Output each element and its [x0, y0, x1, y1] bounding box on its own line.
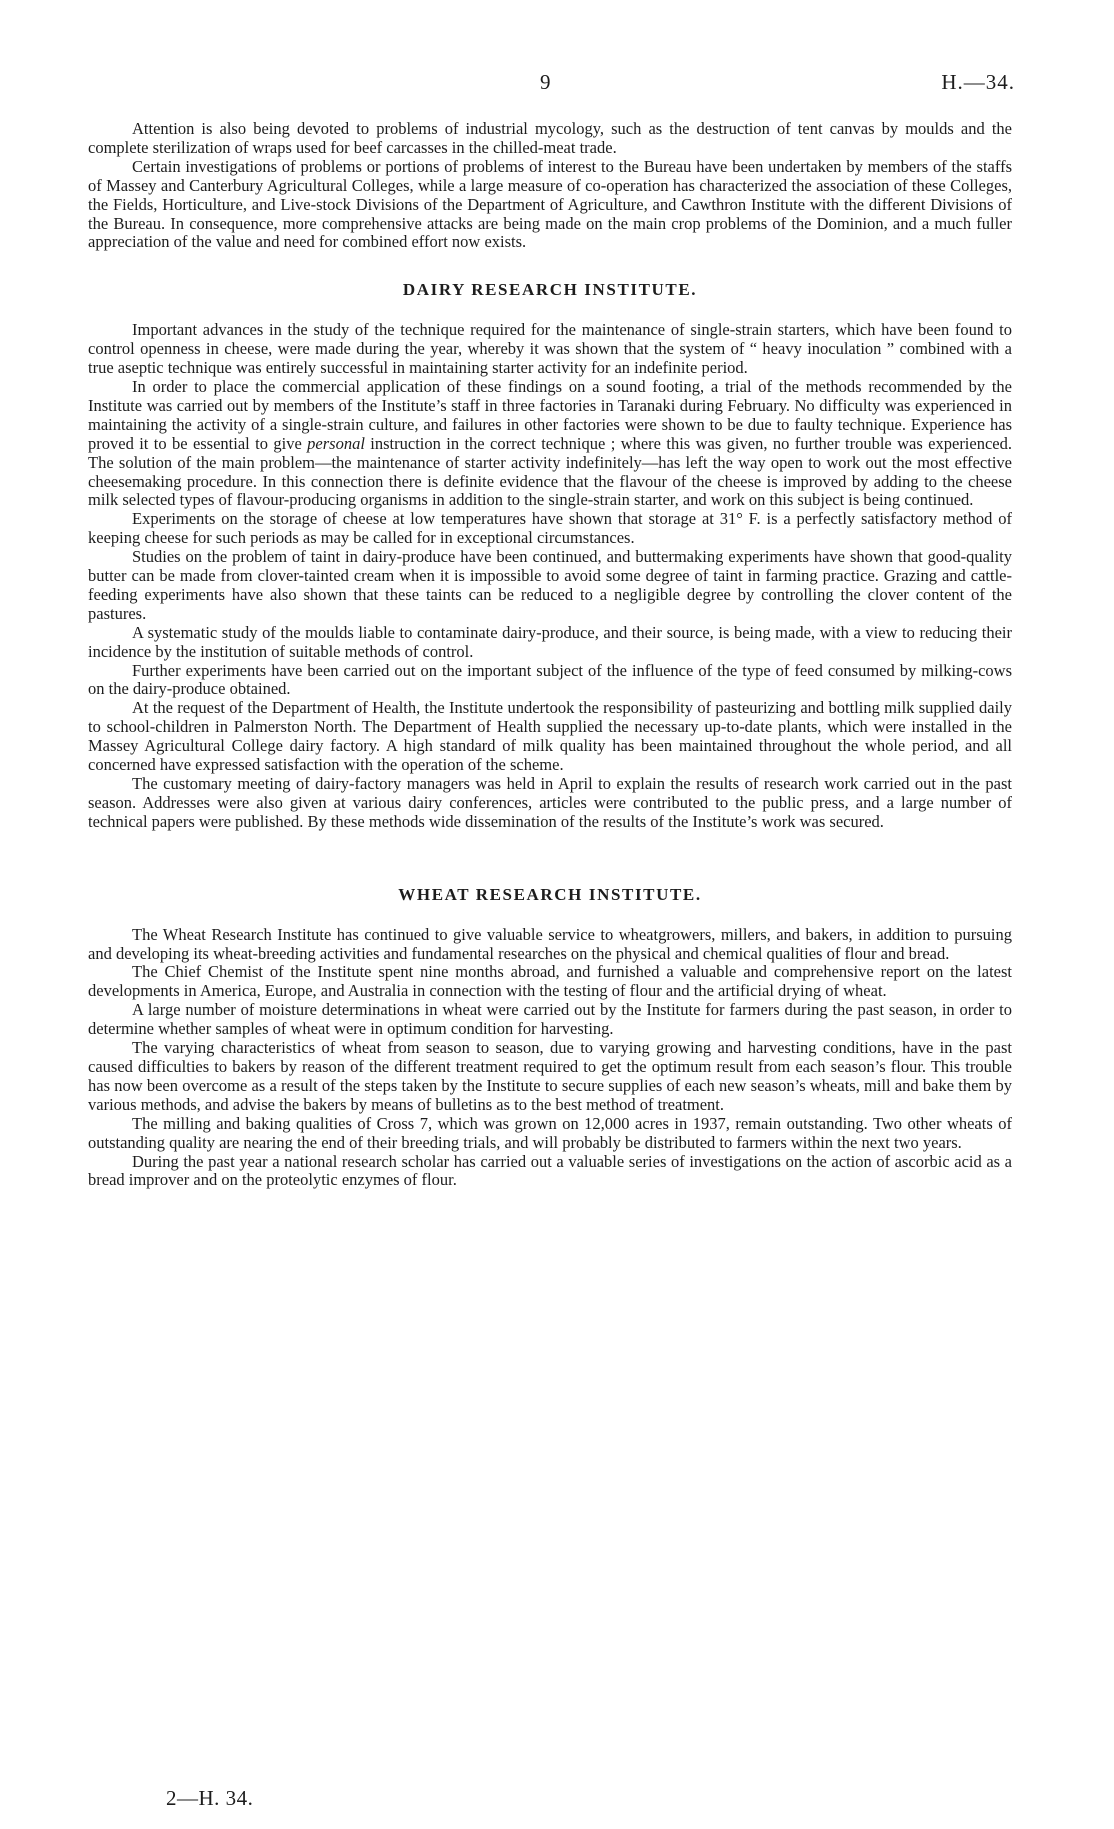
- paragraph: At the request of the Department of Health, the Institute undertook the responsibility of pasteurizing and bottling milk supplied daily to school-children in Palmerston North. The Department of Health supplied the necessary up-to-date plants, which were installed in the Massey Agricultural College dairy factory. A high standard of milk quality has been maintained throughout the whole period, and all concerned have expressed satisfaction with the operation of the scheme.: [88, 698, 1012, 775]
- emphasis-text: personal: [307, 433, 365, 453]
- paragraph: Important advances in the study of the technique required for the maintenance of single-strain starters, which have been found to control openness in cheese, were made during the year, whereby it was shown that the system of “ heavy inoculation ” combined with a true aseptic technique was entirely successful in maintaining starter activity for an indefinite period.: [88, 320, 1012, 378]
- section-heading-wheat: WHEAT RESEARCH INSTITUTE.: [398, 884, 702, 904]
- paragraph: Further experiments have been carried out on the important subject of the influence of the type of feed consumed by milking-cows on the dairy-produce obtained.: [88, 660, 1012, 699]
- page-number: 9: [540, 70, 551, 94]
- paragraph: The Chief Chemist of the Institute spent nine months abroad, and furnished a valuable and comprehensive report on the latest developments in America, Europe, and Australia in connection with the testing of flour and the artificial drying of wheat.: [88, 962, 1012, 1001]
- section-heading-dairy: DAIRY RESEARCH INSTITUTE.: [402, 280, 698, 300]
- paragraph: The milling and baking qualities of Cross 7, which was grown on 12,000 acres in 1937, remain outstanding. Two other wheats of outstanding quality are nearing the end of their breeding trials, and will probably be distributed to farmers within the next two years.: [88, 1113, 1012, 1152]
- paragraph-text: instruction in the correct technique ; where this was given, no further trouble was experienced. The solution of the main problem—the maintenance of starter activity indefinitely—has left the way open to work out the most effective cheesemaking procedure. In this connection there is definite evidence that the flavour of the cheese is improved by adding to the cheese milk selected types of flavour-producing organisms in addition to the single-strain starter, and work on this subject is being continued.: [88, 433, 1012, 510]
- paragraph: Studies on the problem of taint in dairy-produce have been continued, and buttermaking experiments have shown that good-quality butter can be made from clover-tainted cream when it is impossible to avoid some degree of taint in farming practice. Grazing and cattle-feeding experiments have also shown that these taints can be reduced to a negligible degree by controlling the clover content of the pastures.: [88, 547, 1012, 623]
- signature-mark: 2—H. 34.: [166, 1786, 254, 1810]
- paragraph: The Wheat Research Institute has continued to give valuable service to wheatgrowers, millers, and bakers, in addition to pursuing and developing its wheat-breeding activities and fundamental researches on the physical and chemical qualities of flour and bread.: [88, 924, 1012, 963]
- document-reference: H.—34.: [941, 70, 1015, 94]
- paragraph: Certain investigations of problems or portions of problems of interest to the Bureau have been undertaken by members of the staffs of Massey and Canterbury Agricultural Colleges, while a large measure of co-operation has characterized the association of these Colleges, the Fields, Horticulture, and Live-stock Divisions of the Department of Agriculture, and Cawthron Institute with the different Divisions of the Bureau. In consequence, more comprehensive attacks are being made on the main crop problems of the Dominion, and a much fuller appreciation of the value and need for combined effort now exists.: [88, 156, 1012, 252]
- paragraph: The varying characteristics of wheat from season to season, due to varying growing and harvesting conditions, have in the past caused difficulties to bakers by reason of the different treatment required to get the optimum result from each season’s flour. This trouble has now been overcome as a result of the steps taken by the Institute to secure supplies of each new season’s wheats, mill and bake them by various methods, and advise the bakers by means of bulletins as to the best method of treatment.: [88, 1038, 1012, 1114]
- paragraph: A systematic study of the moulds liable to contaminate dairy-produce, and their source, is being made, with a view to reducing their incidence by the institution of suitable methods of control.: [88, 622, 1012, 661]
- running-head: [0, 70, 1114, 94]
- body-text: [88, 120, 1012, 1190]
- paragraph: [88, 378, 1012, 510]
- paragraph: A large number of moisture determinations in wheat were carried out by the Institute for farmers during the past season, in order to determine whether samples of wheat were in optimum condition for harvesting.: [88, 1000, 1012, 1039]
- paragraph: The customary meeting of dairy-factory managers was held in April to explain the results of research work carried out in the past season. Addresses were also given at various dairy conferences, articles were contributed to the public press, and a large number of technical papers were published. By these methods wide dissemination of the results of the Institute’s work was secured.: [88, 774, 1012, 831]
- paragraph: Experiments on the storage of cheese at low temperatures have shown that storage at 31° F. is a perfectly satisfactory method of keeping cheese for such periods as may be called for in exceptional circumstances.: [88, 509, 1012, 548]
- paragraph: Attention is also being devoted to problems of industrial mycology, such as the destruction of tent canvas by moulds and the complete sterilization of wraps used for beef carcasses in the chilled-meat trade.: [88, 119, 1012, 157]
- paragraph-text: In order to place the commercial application of these findings on a sound footing, a trial of the methods recommended by the Institute was carried out by members of the Institute’s staff in three factories in Taranaki during February. No difficulty was experienced in maintaining the activity of a single-strain culture, and failures in other factories were shown to be due to faulty technique. Experience has proved it to be essential to give: [88, 376, 1012, 453]
- paragraph: During the past year a national research scholar has carried out a valuable series of investigations on the action of ascorbic acid as a bread improver and on the proteolytic enzymes of flour.: [88, 1151, 1012, 1190]
